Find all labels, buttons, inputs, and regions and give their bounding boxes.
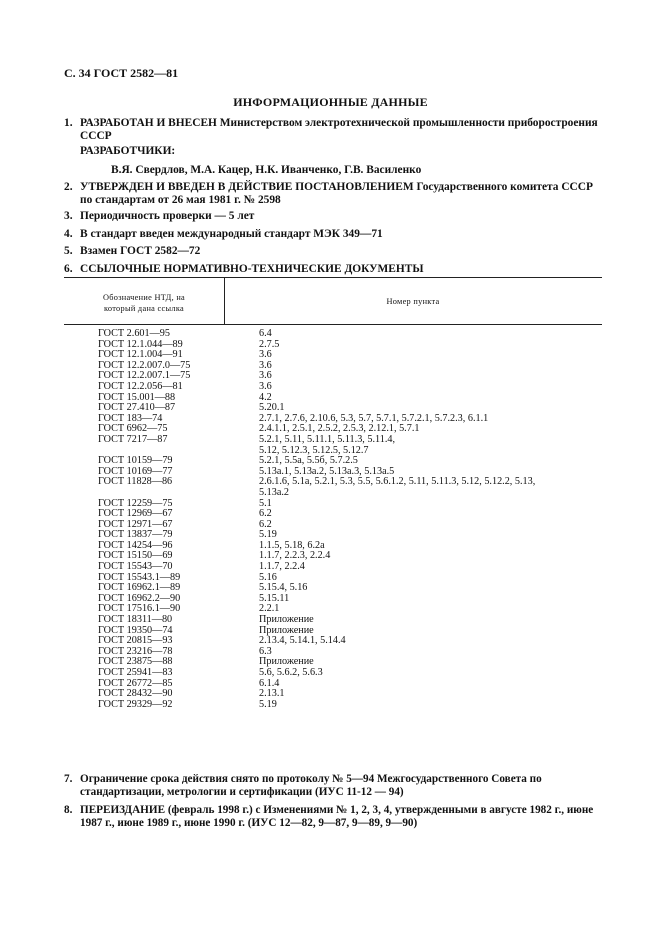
table-header-designation xyxy=(74,292,214,314)
point-line: 5.2.1, 5.11, 5.11.1, 5.11.3, 5.11.4, xyxy=(259,433,396,445)
item-2-bold: УТВЕРЖДЕН И ВВЕДЕН В ДЕЙСТВИЕ ПОСТАНОВЛЕНИЕМ xyxy=(80,181,414,193)
item-5 xyxy=(64,245,604,258)
gost-designation: ГОСТ 15150—69 xyxy=(98,550,173,562)
gost-designation: ГОСТ 2.601—95 xyxy=(98,328,170,339)
point-line: 5.6, 5.6.2, 5.6.3 xyxy=(259,667,323,678)
gost-designation: ГОСТ 12.2.056—81 xyxy=(98,380,183,392)
gost-designation: ГОСТ 183—74 xyxy=(98,412,163,424)
header-line: Обозначение НТД, на xyxy=(102,293,186,302)
point-numbers xyxy=(259,371,602,382)
item-1-rest: Министерством электротехнической промышленности приборостроения СССР xyxy=(80,117,598,142)
item-2 xyxy=(64,181,604,207)
item-number: 6. xyxy=(64,263,73,275)
gost-designation: ГОСТ 12.1.044—89 xyxy=(98,338,183,350)
point-line: 5.19 xyxy=(259,698,277,710)
gost-designation: ГОСТ 15543—70 xyxy=(98,561,173,573)
gost-designation: ГОСТ 12969—67 xyxy=(98,508,173,520)
developers-names: В.Я. Свердлов, М.А. Кацер, Н.К. Иванченко, Г.В. Василенко xyxy=(111,164,422,176)
point-line: 5.15.11 xyxy=(259,592,290,604)
point-numbers xyxy=(259,340,602,351)
gost-designation: ГОСТ 28432—90 xyxy=(98,688,173,700)
point-numbers xyxy=(259,509,602,520)
item-5-text: Взамен ГОСТ 2582—72 xyxy=(80,245,201,257)
gost-designation: ГОСТ 29329—92 xyxy=(98,698,173,710)
item-8 xyxy=(64,804,604,831)
gost-designation: ГОСТ 15.001—88 xyxy=(98,391,176,403)
point-line: 5.2.1, 5.5а, 5.5б, 5.7.2.5 xyxy=(259,455,358,467)
point-numbers xyxy=(259,594,602,605)
gost-designation: ГОСТ 6962—75 xyxy=(98,423,168,435)
gost-designation: ГОСТ 27.410—87 xyxy=(98,402,176,414)
point-numbers xyxy=(259,393,602,404)
gost-designation: ГОСТ 11828—86 xyxy=(98,476,173,488)
point-line: 5.13а.1, 5.13а.2, 5.13а.3, 5.13а.5 xyxy=(259,465,395,477)
point-numbers xyxy=(259,329,602,340)
point-line: 2.13.1 xyxy=(259,688,285,700)
developers-label: РАЗРАБОТЧИКИ: xyxy=(80,145,176,157)
table-row xyxy=(64,329,602,340)
point-numbers xyxy=(259,573,602,584)
gost-designation: ГОСТ 7217—87 xyxy=(98,433,168,445)
item-number: 4. xyxy=(64,228,73,240)
gost-designation: ГОСТ 15543.1—89 xyxy=(98,571,181,583)
gost-designation: ГОСТ 23875—88 xyxy=(98,656,173,668)
gost-designation: ГОСТ 12259—75 xyxy=(98,497,173,509)
gost-designation: ГОСТ 26772—85 xyxy=(98,677,173,689)
point-numbers xyxy=(259,689,602,700)
point-line: 1.1.7, 2.2.4 xyxy=(259,561,305,573)
point-line: 6.2 xyxy=(259,518,272,530)
table-header-point: Номер пункта xyxy=(386,297,440,306)
point-line: 5.1 xyxy=(259,497,272,509)
table-body xyxy=(64,329,602,710)
point-numbers xyxy=(259,435,602,456)
item-number: 1. xyxy=(64,117,73,129)
point-numbers xyxy=(259,583,602,594)
item-6 xyxy=(64,263,604,276)
point-line: 5.13а.2 xyxy=(259,486,289,498)
point-numbers xyxy=(259,499,602,510)
point-line: 2.2.1 xyxy=(259,603,280,615)
item-3-text: Периодичность проверки — 5 лет xyxy=(80,210,255,222)
point-line: 5.19 xyxy=(259,529,277,541)
point-line: 2.4.1.1, 2.5.1, 2.5.2, 2.5.3, 2.12.1, 5.7.1 xyxy=(259,423,420,435)
point-line: 5.20.1 xyxy=(259,402,285,414)
item-7-text: Ограничение срока действия снято по протоколу № 5—94 Межгосударственного Совета по стандартизации, метрологии и сертификации (ИУС 11-12 — 94) xyxy=(80,773,542,799)
section-title: ИНФОРМАЦИОННЫЕ ДАННЫЕ xyxy=(233,95,428,109)
item-8-text: ПЕРЕИЗДАНИЕ (февраль 1998 г.) с Изменениями № 1, 2, 3, 4, утвержденными в августе 1982 г., июне 1987 г., июне 1989 г., июне 1990 г. (ИУС 12—82, 9—87, 9—89, 9—90) xyxy=(80,804,594,830)
item-1-bold: РАЗРАБОТАН И ВНЕСЕН xyxy=(80,117,217,129)
point-numbers xyxy=(259,350,602,361)
point-line: 3.6 xyxy=(259,380,272,392)
point-line: 2.13.4, 5.14.1, 5.14.4 xyxy=(259,635,346,647)
table-row xyxy=(64,668,602,679)
item-number: 2. xyxy=(64,181,73,193)
item-7 xyxy=(64,773,604,800)
page-header: С. 34 ГОСТ 2582—81 xyxy=(64,66,179,80)
gost-designation: ГОСТ 23216—78 xyxy=(98,645,173,657)
point-numbers xyxy=(259,679,602,690)
header-line: который дана ссылка xyxy=(103,304,185,313)
gost-designation: ГОСТ 10169—77 xyxy=(98,465,173,477)
gost-designation: ГОСТ 12.2.007.0—75 xyxy=(98,359,191,371)
item-3 xyxy=(64,210,604,223)
point-line: Приложение xyxy=(259,624,314,636)
item-number: 7. xyxy=(64,773,73,785)
point-line: 5.12, 5.12.3, 5.12.5, 5.12.7 xyxy=(259,444,369,456)
gost-designation: ГОСТ 12.2.007.1—75 xyxy=(98,370,191,382)
point-line: 1.1.7, 2.2.3, 2.2.4 xyxy=(259,550,331,562)
point-line: 3.6 xyxy=(259,359,272,371)
point-line: 4.2 xyxy=(259,391,272,403)
item-number: 3. xyxy=(64,210,73,222)
gost-designation: ГОСТ 12971—67 xyxy=(98,518,173,530)
table-header-rule xyxy=(64,324,602,325)
table-row xyxy=(64,435,602,456)
point-line: Приложение xyxy=(259,614,314,626)
item-6-text: ССЫЛОЧНЫЕ НОРМАТИВНО-ТЕХНИЧЕСКИЕ ДОКУМЕНТЫ xyxy=(80,263,424,275)
point-numbers xyxy=(259,700,602,711)
point-line: 2.7.5 xyxy=(259,338,280,350)
point-numbers xyxy=(259,636,602,647)
point-numbers xyxy=(259,562,602,573)
point-line: 2.6.1.6, 5.1а, 5.2.1, 5.3, 5.5, 5.6.1.2, 5.11, 5.11.3, 5.12, 5.12.2, 5.13, xyxy=(259,476,536,488)
point-line: 1.1.5, 5.18, 6.2а xyxy=(259,539,325,551)
point-line: 3.6 xyxy=(259,349,272,361)
item-4 xyxy=(64,228,604,241)
gost-designation: ГОСТ 25941—83 xyxy=(98,667,173,678)
point-numbers xyxy=(259,382,602,393)
gost-designation: ГОСТ 19350—74 xyxy=(98,624,173,636)
point-numbers xyxy=(259,520,602,531)
gost-designation: ГОСТ 16962.2—90 xyxy=(98,592,181,604)
point-numbers xyxy=(259,477,602,498)
item-number: 8. xyxy=(64,804,73,816)
table-top-rule xyxy=(64,277,602,278)
table-row xyxy=(64,700,602,711)
point-line: 6.4 xyxy=(259,328,272,339)
point-line: 6.1.4 xyxy=(259,677,280,689)
item-2-rest: Государственного комитета СССР по стандартам от 26 мая 1981 г. № 2598 xyxy=(80,181,593,206)
point-line: 2.7.1, 2.7.6, 2.10.6, 5.3, 5.7, 5.7.1, 5.7.2.1, 5.7.2.3, 6.1.1 xyxy=(259,412,489,424)
table-row xyxy=(64,382,602,393)
point-line: 5.15.4, 5.16 xyxy=(259,582,308,594)
point-line: 3.6 xyxy=(259,370,272,382)
table-row xyxy=(64,477,602,498)
gost-designation: ГОСТ 18311—80 xyxy=(98,614,173,626)
gost-designation: ГОСТ 12.1.004—91 xyxy=(98,349,183,361)
gost-designation: ГОСТ 17516.1—90 xyxy=(98,603,181,615)
point-numbers xyxy=(259,668,602,679)
reference-table xyxy=(64,277,602,757)
point-line: 6.3 xyxy=(259,645,272,657)
point-numbers xyxy=(259,551,602,562)
gost-designation: ГОСТ 16962.1—89 xyxy=(98,582,181,594)
item-4-text: В стандарт введен международный стандарт МЭК 349—71 xyxy=(80,228,383,240)
gost-designation: ГОСТ 20815—93 xyxy=(98,635,173,647)
gost-designation: ГОСТ 10159—79 xyxy=(98,455,173,467)
point-line: Приложение xyxy=(259,656,314,668)
point-numbers xyxy=(259,361,602,372)
item-number: 5. xyxy=(64,245,73,257)
point-line: 6.2 xyxy=(259,508,272,520)
gost-designation: ГОСТ 14254—96 xyxy=(98,539,173,551)
item-1 xyxy=(64,117,604,143)
gost-designation: ГОСТ 13837—79 xyxy=(98,529,173,541)
point-line: 5.16 xyxy=(259,571,277,583)
